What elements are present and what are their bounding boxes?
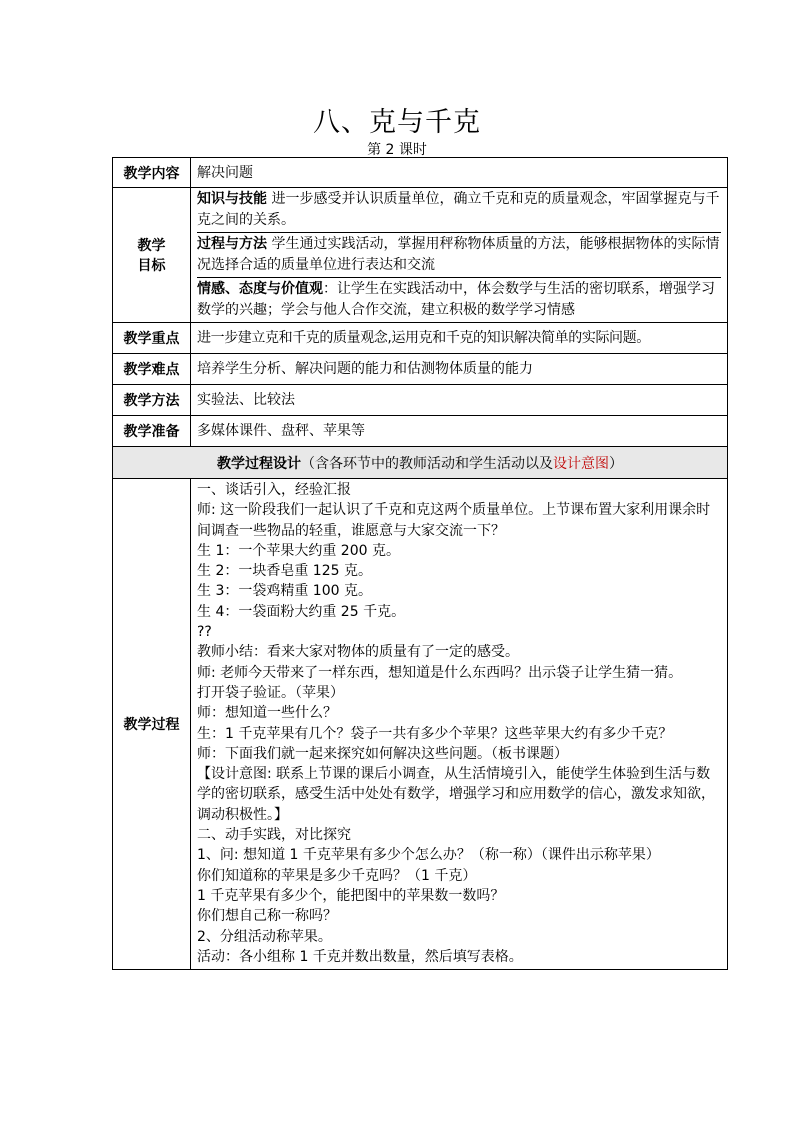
process-line: 生 1：一个苹果大约重 200 克。 <box>197 542 400 559</box>
process-line: 【设计意图: 联系上节课的课后小调查，从生活情境引入，能使学生体验到生活与数学的密切联系，感受生活中处处有数学，增强学习和应用数学的信心，激发求知欲，调动积极性。】 <box>197 766 715 823</box>
goal-attitude-head: 情感、态度与价值观 <box>197 281 323 297</box>
goal-process-head: 过程与方法 <box>197 236 267 252</box>
row-process <box>113 479 728 970</box>
goal-knowledge-head: 知识与技能 <box>197 191 267 207</box>
process-line: 2、分组活动称苹果。 <box>197 928 332 945</box>
process-line: 师：下面我们就一起来探究如何解决这些问题。（板书课题） <box>197 745 568 762</box>
process-cell <box>191 479 728 970</box>
label-goals-line2: 目标 <box>137 258 166 274</box>
process-line: 教师小结：看来大家对物体的质量有了一定的感受。 <box>197 644 519 661</box>
row-goals <box>113 188 728 323</box>
value-method: 实验法、比较法 <box>191 385 728 416</box>
row-prep <box>113 416 728 447</box>
row-key <box>113 323 728 354</box>
page-title: 八、克与千克 <box>313 107 481 138</box>
row-method <box>113 385 728 416</box>
row-banner <box>113 447 728 479</box>
banner-end: ） <box>609 455 623 472</box>
process-line: 师: 老师今天带来了一样东西，想知道是什么东西吗？出示袋子让学生猜一猜。 <box>197 664 683 681</box>
goal-process-text: 学生通过实践活动，掌握用秤称物体质量的方法，能够根据物体的实际情况选择合适的质量单位进行表达和交流 <box>197 236 720 273</box>
process-line: 生：1 千克苹果有几个？袋子一共有多少个苹果？这些苹果大约有多少千克？ <box>197 725 673 742</box>
goal-process <box>197 233 721 278</box>
label-difficulty: 教学难点 <box>113 354 191 385</box>
process-line: 师: 这一阶段我们一起认识了千克和克这两个质量单位。上节课布置大家利用课余时间调查一些物品的轻重，谁愿意与大家交流一下？ <box>197 502 711 539</box>
process-line: 一、谈话引入，经验汇报 <box>197 482 351 498</box>
process-design-banner <box>113 447 728 479</box>
process-line: 二、动手实践，对比探究 <box>197 827 351 844</box>
process-line: 1、问: 想知道 1 千克苹果有多少个怎么办？（称一称）（课件出示称苹果） <box>197 847 660 864</box>
goals-cell <box>191 188 728 323</box>
label-process: 教学过程 <box>113 479 191 970</box>
value-difficulty: 培养学生分析、解决问题的能力和估测物体质量的能力 <box>191 354 728 385</box>
label-method: 教学方法 <box>113 385 191 416</box>
value-key: 进一步建立克和千克的质量观念,运用克和千克的知识解决简单的实际问题。 <box>191 323 728 354</box>
process-line: 打开袋子验证。（苹果） <box>197 684 344 701</box>
label-prep: 教学准备 <box>113 416 191 447</box>
label-goals <box>113 188 191 323</box>
goal-knowledge <box>197 188 721 233</box>
process-line: ?? <box>197 624 212 641</box>
process-line: 活动：各小组称 1 千克并数出数量，然后填写表格。 <box>197 948 523 965</box>
lesson-plan-table <box>112 157 728 970</box>
process-line: 师：想知道一些什么？ <box>197 705 337 722</box>
process-line: 1 千克苹果有多少个，能把图中的苹果数一数吗？ <box>197 887 505 904</box>
row-content <box>113 158 728 188</box>
value-content: 解决问题 <box>191 158 728 188</box>
label-key: 教学重点 <box>113 323 191 354</box>
process-line: 生 3：一袋鸡精重 100 克。 <box>197 583 372 600</box>
process-line: 生 4：一袋面粉大约重 25 千克。 <box>197 603 406 620</box>
lesson-number: 第 2 课时 <box>367 142 427 158</box>
goal-attitude-text: ：让学生在实践活动中，体会数学与生活的密切联系，增强学习数学的兴趣；学会与他人合作交流，建立积极的数学学习情感 <box>197 281 715 318</box>
process-line: 你们知道称的苹果是多少千克吗？（1 千克） <box>197 867 477 884</box>
label-content: 教学内容 <box>113 158 191 188</box>
banner-red: 设计意图 <box>553 455 609 472</box>
value-prep: 多媒体课件、盘秤、苹果等 <box>191 416 728 447</box>
process-line: 生 2：一块香皂重 125 克。 <box>197 563 372 580</box>
label-goals-line1: 教学 <box>137 238 166 254</box>
banner-normal: （含各环节中的教师活动和学生活动以及 <box>301 455 553 472</box>
goal-knowledge-text: 进一步感受并认识质量单位，确立千克和克的质量观念，牢固掌握克与千克之间的关系。 <box>197 191 720 228</box>
goal-attitude <box>197 278 721 322</box>
banner-bold: 教学过程设计 <box>217 455 301 472</box>
row-difficulty <box>113 354 728 385</box>
process-line: 你们想自己称一称吗？ <box>197 908 337 925</box>
